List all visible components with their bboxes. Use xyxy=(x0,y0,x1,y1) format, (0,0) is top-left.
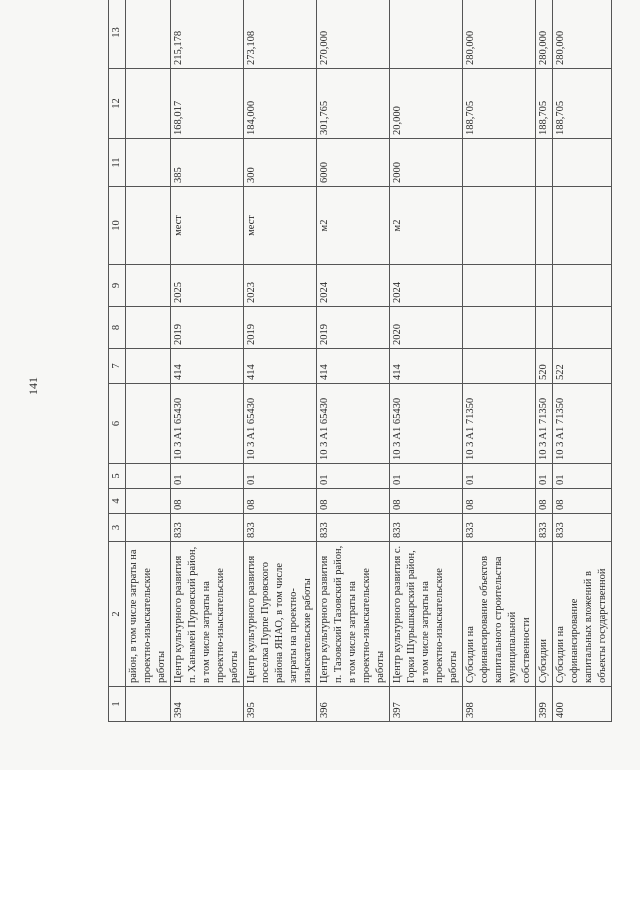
table-cell: 833 xyxy=(317,514,390,542)
table-cell: 188,705 xyxy=(536,69,553,139)
table-cell xyxy=(553,139,612,187)
row-description: Субсидии на софинансирование капитальных вложений в объекты государственной xyxy=(553,542,612,687)
table-cell: 280,000 xyxy=(536,0,553,69)
table-row xyxy=(317,0,390,722)
row-number xyxy=(126,687,171,722)
table-cell: 08 xyxy=(317,489,390,514)
header-cell: 12 xyxy=(109,69,126,139)
row-number: 395 xyxy=(244,687,317,722)
row-number: 394 xyxy=(171,687,244,722)
row-description: Центр культурного развития с. Горки Шурышкарский район, в том числе затраты на проектно-изыскательские работы xyxy=(390,542,463,687)
table-cell: 833 xyxy=(390,514,463,542)
table-cell: 280,000 xyxy=(463,0,536,69)
table-cell: 414 xyxy=(317,349,390,384)
table-cell: 01 xyxy=(390,464,463,489)
table-cell xyxy=(553,307,612,349)
table-cell: 08 xyxy=(553,489,612,514)
row-number: 398 xyxy=(463,687,536,722)
table-cell: 520 xyxy=(536,349,553,384)
table-cell: 2019 xyxy=(244,307,317,349)
header-cell: 3 xyxy=(109,514,126,542)
row-description: Субсидии xyxy=(536,542,553,687)
table-cell: 10 3 A1 65430 xyxy=(390,384,463,464)
table-cell: 2000 xyxy=(390,139,463,187)
table-cell: 01 xyxy=(171,464,244,489)
table-cell: 10 3 A1 65430 xyxy=(317,384,390,464)
rotated-document xyxy=(26,22,633,722)
table-cell xyxy=(463,307,536,349)
row-description: Субсидии на софинансирование объектов капитального строительства муниципальной собственности xyxy=(463,542,536,687)
table-cell: м2 xyxy=(390,187,463,265)
table-cell: мест xyxy=(244,187,317,265)
table-cell: 10 3 A1 71350 xyxy=(463,384,536,464)
table-cell xyxy=(126,514,171,542)
table-cell: 6000 xyxy=(317,139,390,187)
table-cell: 833 xyxy=(536,514,553,542)
table-cell: 2024 xyxy=(390,265,463,307)
row-number: 399 xyxy=(536,687,553,722)
table-row xyxy=(171,0,244,722)
table-cell xyxy=(463,187,536,265)
table-cell: 301,765 xyxy=(317,69,390,139)
table-cell: 215,178 xyxy=(171,0,244,69)
table-cell xyxy=(536,139,553,187)
table-cell: 10 3 A1 65430 xyxy=(244,384,317,464)
table-cell xyxy=(553,265,612,307)
table-row xyxy=(244,0,317,722)
table-cell xyxy=(536,265,553,307)
table-cell: 188,705 xyxy=(463,69,536,139)
row-number: 400 xyxy=(553,687,612,722)
header-cell: 6 xyxy=(109,384,126,464)
table-row xyxy=(126,0,171,722)
table-cell: 270,000 xyxy=(317,0,390,69)
table-cell xyxy=(126,139,171,187)
table-cell: 414 xyxy=(390,349,463,384)
header-cell: 13 xyxy=(109,0,126,69)
table-cell xyxy=(463,265,536,307)
table-cell: 08 xyxy=(390,489,463,514)
table-cell xyxy=(536,307,553,349)
table-row xyxy=(390,0,463,722)
table-cell xyxy=(536,187,553,265)
table-cell xyxy=(126,489,171,514)
table-cell: 188,705 xyxy=(553,69,612,139)
table-cell: м2 xyxy=(317,187,390,265)
table-cell xyxy=(126,69,171,139)
table-cell: 08 xyxy=(463,489,536,514)
table-row xyxy=(463,0,536,722)
table-cell: 168,017 xyxy=(171,69,244,139)
table-cell: 01 xyxy=(244,464,317,489)
table-cell xyxy=(390,0,463,69)
table-cell: 833 xyxy=(244,514,317,542)
row-number: 397 xyxy=(390,687,463,722)
header-cell: 9 xyxy=(109,265,126,307)
table-cell: 184,000 xyxy=(244,69,317,139)
page-number: 141 xyxy=(26,377,40,395)
table-cell xyxy=(126,349,171,384)
header-row xyxy=(109,0,126,722)
row-description: Центр культурного развития п. Ханымей Пуровский район, в том числе затраты на проектно-изыскательские работы xyxy=(171,542,244,687)
table-cell: 300 xyxy=(244,139,317,187)
table-cell: 2019 xyxy=(171,307,244,349)
header-cell: 2 xyxy=(109,542,126,687)
table-cell: 2023 xyxy=(244,265,317,307)
table-cell: 2019 xyxy=(317,307,390,349)
table-cell: 2020 xyxy=(390,307,463,349)
table-cell xyxy=(463,349,536,384)
row-number: 396 xyxy=(317,687,390,722)
table-cell xyxy=(126,0,171,69)
table-cell xyxy=(126,464,171,489)
budget-table xyxy=(108,0,612,722)
table-row xyxy=(553,0,612,722)
table-row xyxy=(536,0,553,722)
table-cell xyxy=(463,139,536,187)
table-cell: 833 xyxy=(463,514,536,542)
table-cell: 280,000 xyxy=(553,0,612,69)
row-description: Центр культурного развития п. Тазовский Тазовский район, в том числе затраты на проектно-изыскательские работы xyxy=(317,542,390,687)
header-cell: 1 xyxy=(109,687,126,722)
table-cell: 08 xyxy=(244,489,317,514)
table-cell: 01 xyxy=(536,464,553,489)
table-cell: 522 xyxy=(553,349,612,384)
table-cell: 01 xyxy=(317,464,390,489)
table-cell: 08 xyxy=(171,489,244,514)
table-cell: 414 xyxy=(244,349,317,384)
table-cell: 414 xyxy=(171,349,244,384)
table-cell: 08 xyxy=(536,489,553,514)
table-cell: 2024 xyxy=(317,265,390,307)
table-cell: 385 xyxy=(171,139,244,187)
table-cell: 10 3 A1 65430 xyxy=(171,384,244,464)
table-cell: 01 xyxy=(553,464,612,489)
table-cell: 10 3 A1 71350 xyxy=(536,384,553,464)
header-cell: 10 xyxy=(109,187,126,265)
row-description: район, в том числе затраты на проектно-изыскательские работы xyxy=(126,542,171,687)
table-cell xyxy=(126,187,171,265)
table-cell: 2025 xyxy=(171,265,244,307)
header-cell: 11 xyxy=(109,139,126,187)
table-cell xyxy=(126,307,171,349)
header-cell: 7 xyxy=(109,349,126,384)
table-cell: 10 3 A1 71350 xyxy=(553,384,612,464)
row-description: Центр культурного развития поселка Пурпе Пуровского района ЯНАО, в том числе затраты на проектно-изыскательские работы xyxy=(244,542,317,687)
header-cell: 5 xyxy=(109,464,126,489)
table-cell: 273,108 xyxy=(244,0,317,69)
table-cell xyxy=(553,187,612,265)
table-cell: 833 xyxy=(171,514,244,542)
table-cell xyxy=(126,265,171,307)
header-cell: 4 xyxy=(109,489,126,514)
table-cell: 833 xyxy=(553,514,612,542)
table-cell: мест xyxy=(171,187,244,265)
table-cell xyxy=(126,384,171,464)
header-cell: 8 xyxy=(109,307,126,349)
table-cell: 01 xyxy=(463,464,536,489)
table-cell: 20,000 xyxy=(390,69,463,139)
